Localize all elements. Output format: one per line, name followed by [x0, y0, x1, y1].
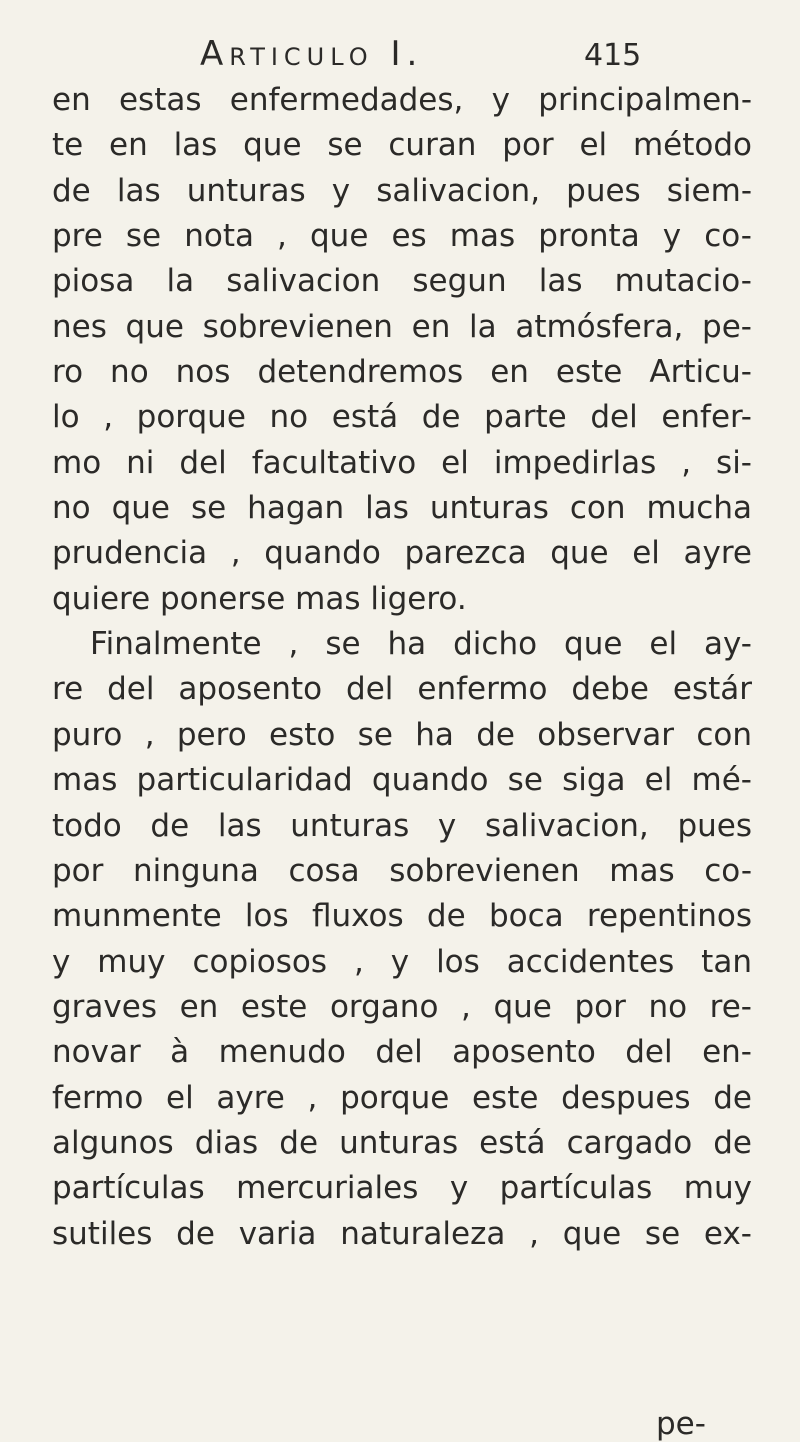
text-line: munmente los fluxos de boca repentinos	[52, 898, 752, 935]
text-line: todo de las unturas y salivacion, pues	[52, 807, 752, 844]
text-line: nes que sobrevienen en la atmósfera, pe-	[52, 308, 752, 345]
text-line: piosa la salivacion segun las mutacio-	[52, 263, 752, 300]
text-line: graves en este organo , que por no re-	[52, 988, 752, 1025]
text-line: mas particularidad quando se siga el mé-	[52, 762, 752, 799]
paragraph-start-line: Finalmente , se ha dicho que el ay-	[90, 626, 752, 663]
text-line: sutiles de varia naturaleza , que se ex-	[52, 1215, 752, 1252]
text-line: partículas mercuriales y partículas muy	[52, 1170, 752, 1207]
paragraph-end-line: quiere ponerse mas ligero.	[52, 580, 467, 617]
text-line: y muy copiosos , y los accidentes tan	[52, 943, 752, 980]
text-line: lo , porque no está de parte del enfer-	[52, 399, 752, 436]
text-line: puro , pero esto se ha de observar con	[52, 716, 752, 753]
running-head	[200, 34, 640, 74]
running-title: Articulo I.	[200, 34, 424, 74]
page-number: 415	[584, 38, 642, 73]
text-line: fermo el ayre , porque este despues de	[52, 1079, 752, 1116]
text-line: prudencia , quando parezca que el ayre	[52, 535, 752, 572]
text-line: algunos dias de unturas está cargado de	[52, 1124, 752, 1161]
text-line: pre se nota , que es mas pronta y co-	[52, 218, 752, 255]
text-line: te en las que se curan por el método	[52, 127, 752, 164]
text-line: ro no nos detendremos en este Articu-	[52, 354, 752, 391]
text-line: novar à menudo del aposento del en-	[52, 1034, 752, 1071]
body-text	[52, 78, 752, 1257]
text-line: por ninguna cosa sobrevienen mas co-	[52, 852, 752, 889]
catchword: pe-	[656, 1406, 706, 1442]
text-line: re del aposento del enfermo debe estár	[52, 671, 752, 708]
text-line: mo ni del facultativo el impedirlas , si-	[52, 444, 752, 481]
text-line: en estas enfermedades, y principalmen-	[52, 82, 752, 118]
text-line: de las unturas y salivacion, pues siem-	[52, 172, 752, 209]
text-line: no que se hagan las unturas con mucha	[52, 490, 752, 527]
